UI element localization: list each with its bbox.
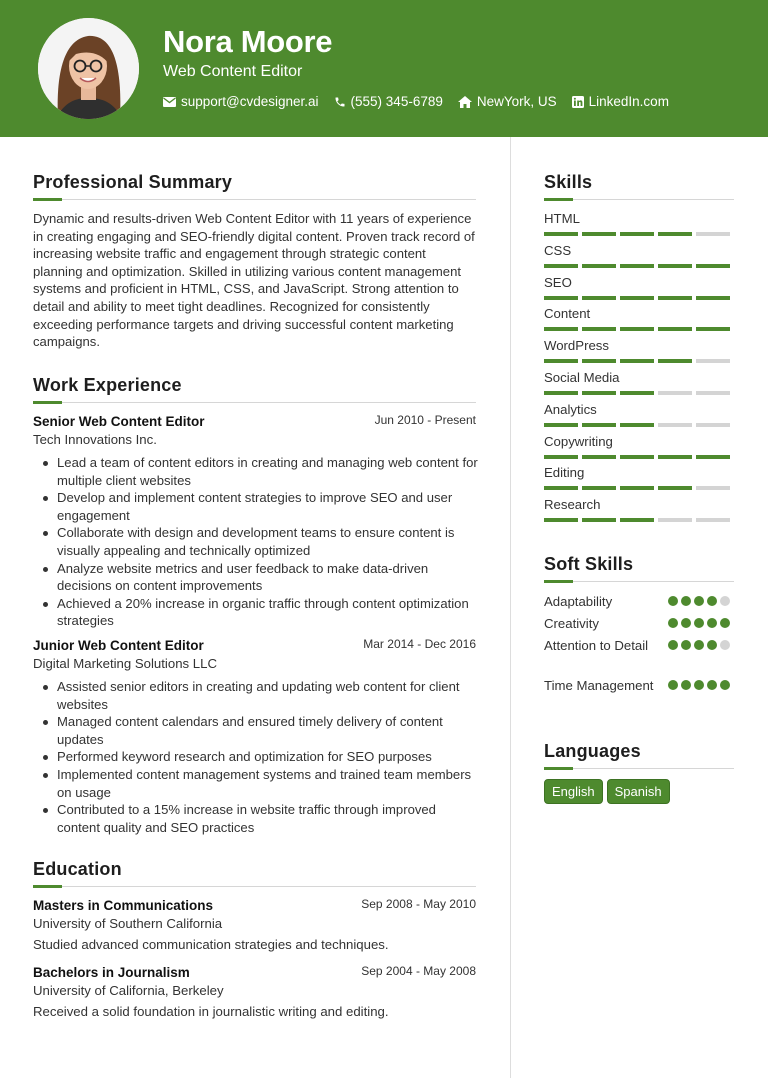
skill-label: Editing: [544, 465, 585, 481]
soft-skill-rating: [668, 680, 733, 690]
skill-level-bar: [544, 327, 734, 331]
rating-dot: [668, 640, 678, 650]
phone-icon: [334, 96, 346, 108]
soft-skill-label: Adaptability: [544, 594, 613, 609]
skill-level-segment: [696, 455, 730, 459]
skill-level-segment: [544, 518, 578, 522]
skill-level-bar: [544, 391, 734, 395]
soft-skill-rating: [668, 640, 733, 650]
skill-level-segment: [696, 296, 730, 300]
contact-linkedin-text: LinkedIn.com: [588, 94, 669, 109]
rating-dot: [720, 680, 730, 690]
skill-level-bar: [544, 296, 734, 300]
job-1-company: Tech Innovations Inc.: [33, 432, 157, 447]
skill-level-segment: [582, 264, 616, 268]
skill-label: Analytics: [544, 401, 597, 417]
skill-level-segment: [582, 423, 616, 427]
edu-1-desc: Studied advanced communication strategies and techniques.: [33, 937, 389, 952]
skill-level-segment: [658, 264, 692, 268]
rating-dot: [681, 596, 691, 606]
skill-level-segment: [658, 391, 692, 395]
linkedin-icon: [572, 96, 584, 108]
skill-level-segment: [620, 518, 654, 522]
skill-level-segment: [582, 359, 616, 363]
languages-heading: Languages: [544, 741, 641, 761]
skill-level-bar: [544, 455, 734, 459]
job-1-title: Senior Web Content Editor: [33, 414, 205, 429]
skill-label: CSS: [544, 242, 572, 258]
soft-skills-rule-accent: [544, 580, 573, 583]
education-heading: Education: [33, 859, 122, 879]
summary-rule-accent: [33, 198, 62, 201]
experience-rule: [33, 402, 476, 403]
job-2-date: Mar 2014 - Dec 2016: [363, 637, 476, 651]
skill-level-segment: [658, 423, 692, 427]
skill-level-segment: [696, 359, 730, 363]
skill-level-bar: [544, 232, 734, 236]
soft-skill-label: Creativity: [544, 616, 599, 631]
rating-dot: [720, 618, 730, 628]
rating-dot: [707, 680, 717, 690]
skill-level-segment: [544, 455, 578, 459]
skill-level-bar: [544, 264, 734, 268]
skill-label: Social Media: [544, 370, 620, 385]
contact-email[interactable]: [163, 94, 319, 109]
list-item: Develop and implement content strategies to improve SEO and user engagement: [57, 489, 482, 524]
skill-level-segment: [544, 232, 578, 236]
skill-level-segment: [582, 327, 616, 331]
contact-linkedin[interactable]: [572, 94, 669, 109]
skill-level-segment: [582, 486, 616, 490]
job-2-company: Digital Marketing Solutions LLC: [33, 656, 217, 671]
skill-level-segment: [620, 359, 654, 363]
contact-location-text: NewYork, US: [476, 94, 557, 109]
portrait-image: [38, 18, 139, 119]
skill-level-segment: [582, 296, 616, 300]
list-item: Analyze website metrics and user feedback to make data-driven decisions on content improvements: [57, 560, 482, 595]
skill-level-segment: [620, 232, 654, 236]
edu-2-date: Sep 2004 - May 2008: [361, 964, 476, 978]
soft-skill-label: Time Management: [544, 678, 654, 693]
skill-level-segment: [544, 264, 578, 268]
edu-2-degree: Bachelors in Journalism: [33, 965, 190, 980]
skill-label: Content: [544, 306, 591, 322]
skill-level-segment: [582, 232, 616, 236]
education-rule: [33, 886, 476, 887]
skill-level-segment: [696, 423, 730, 427]
language-badge: English: [544, 779, 603, 804]
rating-dot: [694, 618, 704, 628]
rating-dot: [707, 596, 717, 606]
rating-dot: [668, 680, 678, 690]
skill-level-segment: [658, 455, 692, 459]
soft-skill-rating: [668, 596, 733, 606]
rating-dot: [681, 618, 691, 628]
skill-level-bar: [544, 423, 734, 427]
skill-label: SEO: [544, 274, 572, 290]
contact-bar: [163, 94, 684, 109]
list-item: Collaborate with design and development teams to ensure content is visually appealing and technically optimized: [57, 524, 482, 559]
skill-level-segment: [658, 232, 692, 236]
summary-rule: [33, 199, 476, 200]
skill-level-segment: [544, 296, 578, 300]
languages-list: [544, 779, 674, 804]
skill-level-segment: [696, 518, 730, 522]
skill-level-segment: [544, 423, 578, 427]
soft-skill-rating: [668, 618, 733, 628]
skill-level-segment: [658, 486, 692, 490]
skill-level-segment: [696, 232, 730, 236]
skill-level-bar: [544, 518, 734, 522]
skill-label: WordPress: [544, 338, 609, 354]
skill-level-segment: [582, 391, 616, 395]
summary-heading: Professional Summary: [33, 172, 233, 192]
edu-2-desc: Received a solid foundation in journalistic writing and editing.: [33, 1004, 389, 1019]
skill-level-segment: [696, 486, 730, 490]
skill-level-segment: [658, 518, 692, 522]
list-item: Performed keyword research and optimization for SEO purposes: [57, 748, 482, 766]
soft-skills-heading: Soft Skills: [544, 554, 634, 574]
skill-level-segment: [620, 391, 654, 395]
skill-level-segment: [544, 359, 578, 363]
skill-level-segment: [658, 327, 692, 331]
envelope-icon: [163, 97, 176, 107]
skill-level-segment: [582, 518, 616, 522]
experience-rule-accent: [33, 401, 62, 404]
skill-level-segment: [696, 264, 730, 268]
contact-phone[interactable]: [334, 94, 443, 109]
rating-dot: [681, 640, 691, 650]
rating-dot: [694, 596, 704, 606]
resume-header: [0, 0, 768, 137]
skills-rule-accent: [544, 198, 573, 201]
skill-level-segment: [544, 391, 578, 395]
list-item: Managed content calendars and ensured timely delivery of content updates: [57, 713, 482, 748]
skill-level-segment: [620, 296, 654, 300]
education-rule-accent: [33, 885, 62, 888]
contact-location: [458, 94, 557, 109]
skill-level-segment: [620, 455, 654, 459]
languages-rule-accent: [544, 767, 573, 770]
rating-dot: [681, 680, 691, 690]
skill-level-segment: [658, 296, 692, 300]
contact-email-text: support@cvdesigner.ai: [181, 94, 319, 109]
skill-level-segment: [696, 327, 730, 331]
skill-label: Copywriting: [544, 433, 613, 449]
skill-label: Research: [544, 497, 601, 513]
edu-1-degree: Masters in Communications: [33, 898, 214, 913]
summary-text: Dynamic and results-driven Web Content Editor with 11 years of experience in creating engaging and SEO-friendly digital content. Proven track record of increasing website traffic and engagement through strategic content planning and optimization. Skilled in utilizing various content management systems and proficient in HTML, CSS, and JavaScript. Strong attention to detail and ability to meet tight deadlines. Recognized for consistently exceeding performance targets and driving successful content marketing campaigns.: [33, 211, 475, 350]
rating-dot: [694, 640, 704, 650]
skill-level-bar: [544, 486, 734, 490]
edu-1-date: Sep 2008 - May 2010: [361, 897, 476, 911]
rating-dot: [720, 640, 730, 650]
skill-level-segment: [658, 359, 692, 363]
rating-dot: [668, 618, 678, 628]
job-2-title: Junior Web Content Editor: [33, 638, 204, 653]
skill-level-segment: [620, 423, 654, 427]
edu-2-school: University of California, Berkeley: [33, 983, 224, 998]
contact-phone-text: (555) 345-6789: [350, 94, 443, 109]
skills-heading: Skills: [544, 172, 593, 192]
skill-level-segment: [620, 486, 654, 490]
rating-dot: [707, 640, 717, 650]
rating-dot: [694, 680, 704, 690]
skill-level-segment: [696, 391, 730, 395]
skill-level-segment: [544, 327, 578, 331]
skill-level-segment: [544, 486, 578, 490]
rating-dot: [668, 596, 678, 606]
skill-level-segment: [620, 327, 654, 331]
rating-dot: [707, 618, 717, 628]
skill-level-segment: [620, 264, 654, 268]
language-badge: Spanish: [607, 779, 670, 804]
skill-label: HTML: [544, 211, 580, 226]
column-divider: [510, 137, 511, 1078]
edu-1-school: University of Southern California: [33, 916, 223, 931]
home-icon: [458, 96, 472, 108]
skill-level-bar: [544, 359, 734, 363]
list-item: Assisted senior editors in creating and updating web content for client websites: [57, 678, 482, 713]
list-item: Contributed to a 15% increase in website traffic through improved content quality and SEO practices: [57, 801, 482, 836]
experience-heading: Work Experience: [33, 375, 182, 395]
candidate-name: Nora Moore: [163, 24, 333, 59]
list-item: Implemented content management systems and trained team members on usage: [57, 766, 482, 801]
job-1-date: Jun 2010 - Present: [374, 413, 476, 427]
candidate-role: Web Content Editor: [163, 63, 303, 80]
rating-dot: [720, 596, 730, 606]
list-item: Achieved a 20% increase in organic traffic through content optimization strategies: [57, 595, 482, 630]
skill-level-segment: [582, 455, 616, 459]
job-2-bullets: [57, 678, 482, 836]
list-item: Lead a team of content editors in creating and managing web content for multiple client websites: [57, 454, 482, 489]
soft-skill-label: Attention to Detail: [544, 638, 649, 653]
avatar: [38, 18, 139, 119]
job-1-bullets: [57, 454, 482, 630]
